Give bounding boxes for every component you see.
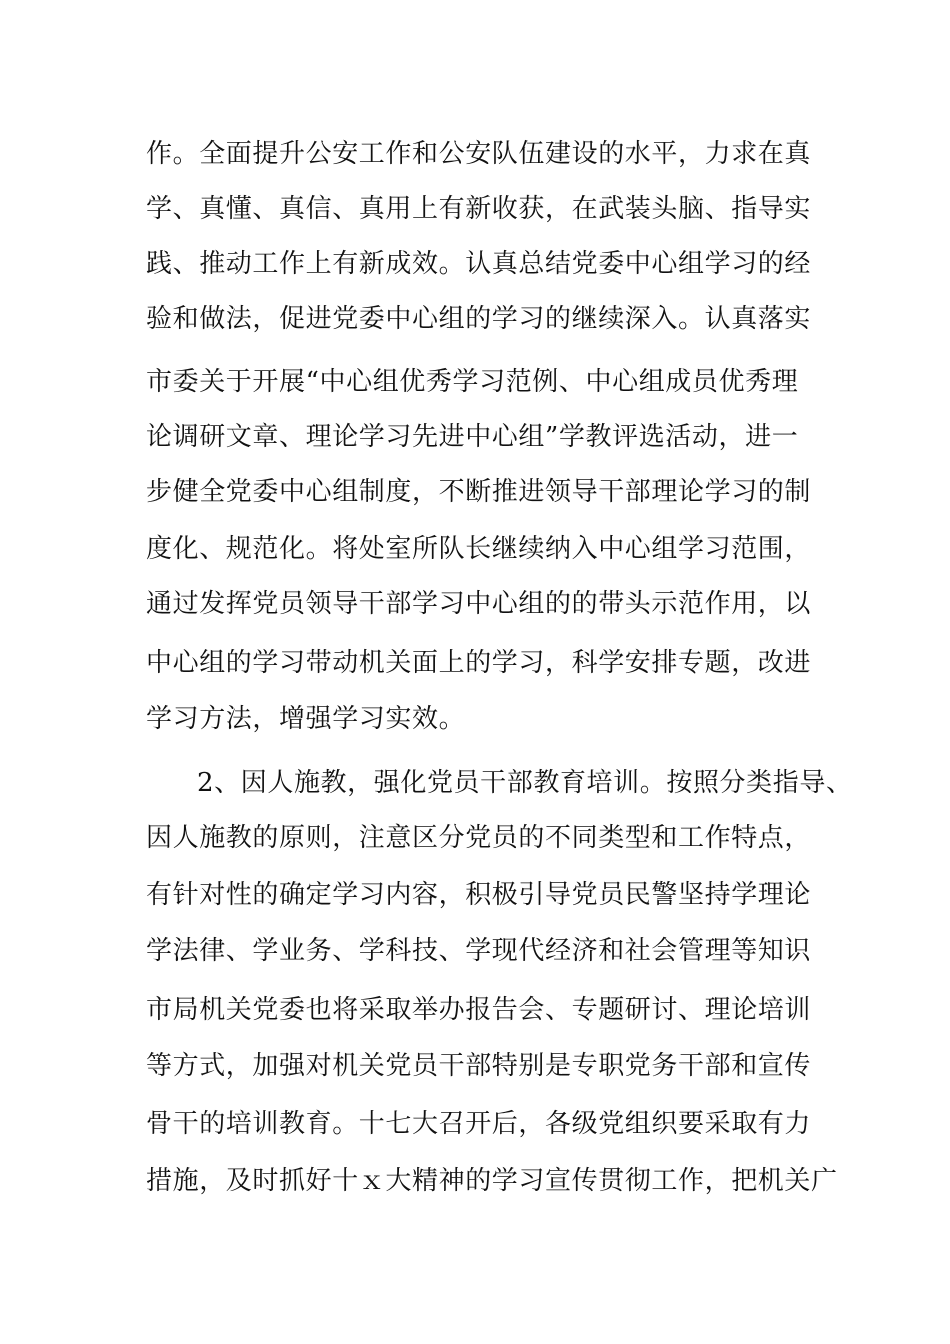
- text-line-7: 步健全党委中心组制度，不断推进领导干部理论学习的制: [146, 477, 812, 507]
- text-line-15: 学法律、学业务、学科技、学现代经济和社会管理等知识: [146, 936, 812, 966]
- text-line-1: 作。全面提升公安工作和公安队伍建设的水平，力求在真: [146, 139, 812, 169]
- text-line-8: 度化、规范化。将处室所队长继续纳入中心组学习范围，: [146, 534, 812, 564]
- text-line-16: 市局机关党委也将采取举办报告会、专题研讨、理论培训: [146, 995, 812, 1025]
- text-line-18: 骨干的培训教育。十七大召开后，各级党组织要采取有力: [146, 1109, 812, 1139]
- text-line-14: 有针对性的确定学习内容，积极引导党员民警坚持学理论: [146, 880, 812, 910]
- text-line-17: 等方式，加强对机关党员干部特别是专职党务干部和宣传: [146, 1051, 812, 1081]
- text-line-13: 因人施教的原则，注意区分党员的不同类型和工作特点，: [146, 823, 812, 853]
- text-line-12: 2、因人施教，强化党员干部教育培训。按照分类指导、: [197, 768, 853, 798]
- text-line-11: 学习方法，增强学习实效。: [146, 704, 466, 734]
- text-line-5: 市委关于开展“中心组优秀学习范例、中心组成员优秀理: [146, 367, 799, 397]
- text-line-4: 验和做法，促进党委中心组的学习的继续深入。认真落实: [146, 304, 812, 334]
- text-line-6: 论调研文章、理论学习先进中心组”学教评选活动，进一: [146, 422, 799, 452]
- text-line-9: 通过发挥党员领导干部学习中心组的的带头示范作用，以: [146, 589, 812, 619]
- text-line-2: 学、真懂、真信、真用上有新收获，在武装头脑、指导实: [146, 194, 812, 224]
- text-line-10: 中心组的学习带动机关面上的学习，科学安排专题，改进: [146, 648, 812, 678]
- text-line-3: 践、推动工作上有新成效。认真总结党委中心组学习的经: [146, 249, 812, 279]
- text-line-19: 措施，及时抓好十ｘ大精神的学习宣传贯彻工作，把机关广: [146, 1166, 838, 1196]
